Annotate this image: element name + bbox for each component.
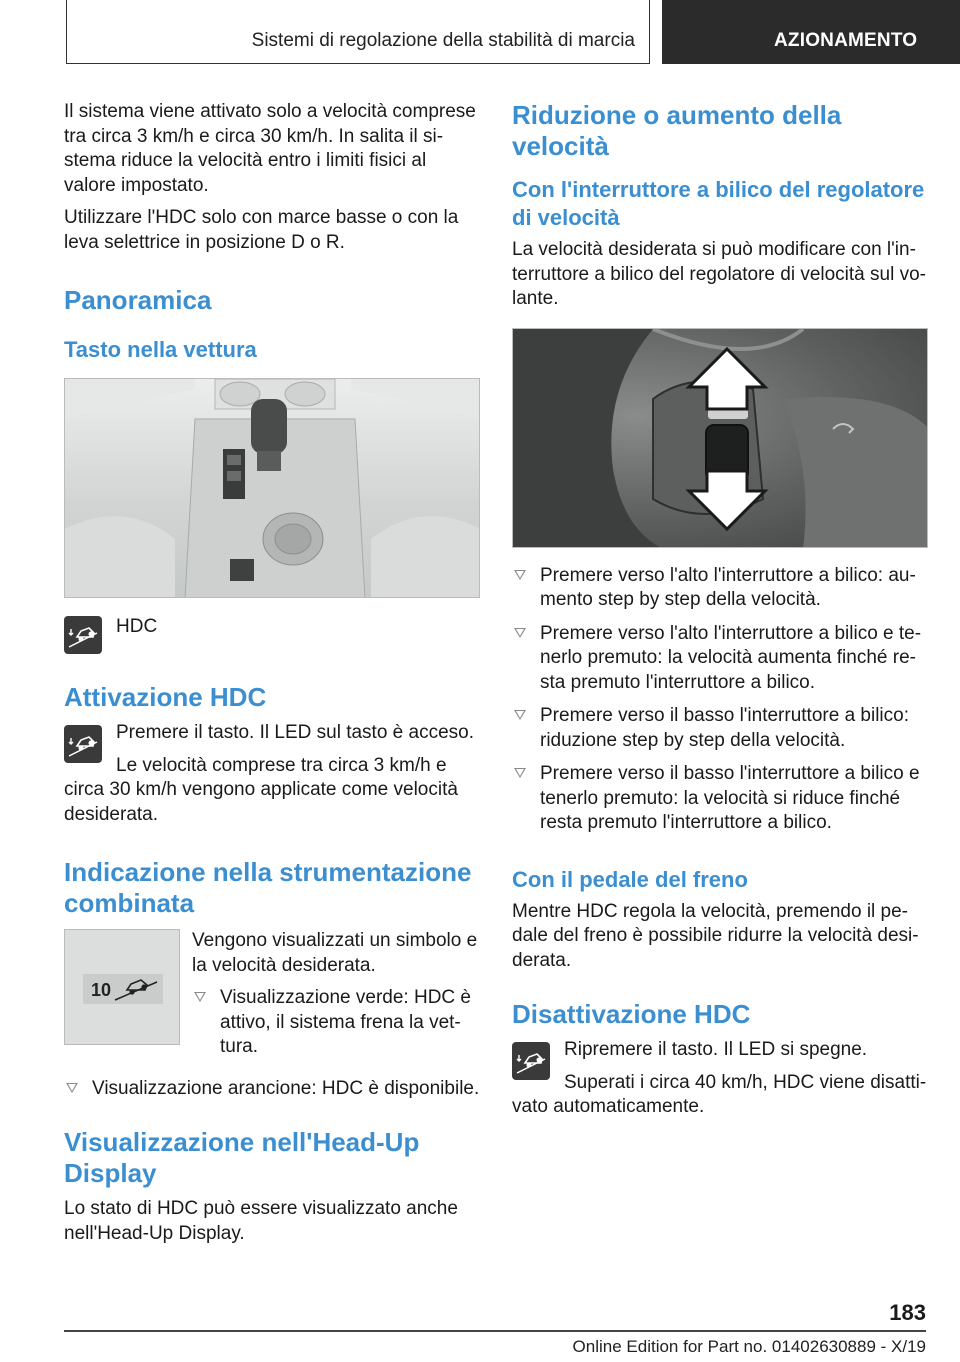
cluster-display-image	[64, 929, 180, 1045]
triangle-bullet-icon	[66, 1083, 78, 1093]
steering-wheel-illustration	[513, 329, 928, 548]
heading-interruttore: Con l'interruttore a bilico del regolatore di velocità	[512, 177, 925, 230]
center-console-illustration	[65, 379, 480, 598]
list-item	[512, 704, 930, 753]
header-section-tab	[662, 0, 960, 64]
heading-indicazione: Indicazione nella strumentazione combinata	[64, 857, 472, 918]
page-number: 183	[889, 1300, 926, 1325]
footer-edition: Online Edition for Part no. 01402630889 - X/19	[572, 1337, 926, 1356]
list-item-text: Premere verso il basso l'interruttore a bilico e tenerlo premuto: la velocità si riduce finché resta premuto l'interruttore a bilico.	[540, 763, 920, 833]
list-item-text: Premere verso l'alto l'interruttore a bilico e te-nerlo premuto: la velocità aumenta finché re-sta premuto l'interruttore a bilico.	[540, 622, 922, 693]
heading-disattivazione: Disattivazione HDC	[512, 999, 751, 1029]
heading-tasto-vettura: Tasto nella vettura	[64, 337, 257, 362]
list-item-text: Visualizzazione verde: HDC è attivo, il sistema frena la vet-tura.	[220, 987, 471, 1057]
attivazione-paragraph-1: Premere il tasto. Il LED sul tasto è acceso.	[116, 722, 474, 743]
triangle-bullet-icon	[514, 710, 526, 720]
hdc-button-icon-3	[512, 1042, 550, 1080]
indicazione-block	[64, 929, 482, 1069]
hdc-car-descent-icon	[67, 730, 99, 758]
pedale-paragraph: Mentre HDC regola la velocità, premendo il pe-dale del freno è possibile ridurre la velocità desi-derata.	[512, 900, 919, 971]
center-console-image	[64, 378, 480, 598]
heading-riduzione: Riduzione o aumento della velocità	[512, 100, 842, 161]
list-item-text: Premere verso il basso l'interruttore a bilico: riduzione step by step della velocità.	[540, 705, 909, 751]
hdc-car-descent-icon	[515, 1047, 547, 1075]
triangle-bullet-icon	[194, 992, 206, 1002]
list-item-text: Premere verso l'alto l'interruttore a bilico: au-mento step by step della velocità.	[540, 564, 916, 610]
hdc-button-icon-2	[64, 725, 102, 763]
triangle-bullet-icon	[514, 570, 526, 580]
list-item	[64, 1077, 482, 1102]
hdc-button-row	[64, 616, 482, 654]
intro-paragraph-2: Utilizzare l'HDC solo con marce basse o con la leva selettrice in posizione D o R.	[64, 207, 459, 253]
rocker-switch-list	[512, 564, 930, 836]
heading-attivazione: Attivazione HDC	[64, 682, 267, 712]
interruttore-paragraph: La velocità desiderata si può modificare con l'in-terruttore a bilico del regolatore di velocità sul vo-lante.	[512, 239, 926, 309]
triangle-bullet-icon	[514, 628, 526, 638]
indicazione-list-2	[64, 1077, 482, 1102]
header-section-label: AZIONAMENTO	[774, 30, 918, 51]
header-box	[66, 0, 650, 64]
list-item	[512, 622, 930, 696]
attivazione-paragraph-2: Le velocità comprese tra circa 3 km/h e circa 30 km/h vengono applicate come velocità desiderata.	[64, 754, 458, 825]
indicazione-paragraph: Vengono visualizzati un simbolo e la velocità desiderata.	[192, 930, 478, 976]
list-item	[512, 564, 930, 613]
list-item-text: Visualizzazione arancione: HDC è disponibile.	[92, 1077, 480, 1099]
heading-panoramica: Panoramica	[64, 285, 212, 315]
hdc-car-descent-icon	[67, 621, 99, 649]
heading-headup: Visualizzazione nell'Head-Up Display	[64, 1127, 420, 1188]
triangle-bullet-icon	[514, 768, 526, 778]
hdc-button-icon	[64, 616, 102, 654]
disattivazione-paragraph-2: Superati i circa 40 km/h, HDC viene disatti-vato automaticamente.	[512, 1071, 927, 1117]
disattivazione-block	[512, 1038, 930, 1120]
hdc-label: HDC	[116, 616, 158, 637]
footer-divider	[64, 1330, 926, 1332]
indicazione-text	[192, 929, 482, 1069]
cluster-speed-text: 10	[91, 980, 112, 1000]
attivazione-block	[64, 721, 482, 827]
heading-pedale: Con il pedale del freno	[512, 866, 748, 892]
list-item	[512, 762, 930, 836]
left-column	[64, 100, 482, 1246]
disattivazione-paragraph-1: Ripremere il tasto. Il LED si spegne.	[564, 1039, 868, 1060]
intro-paragraph-1: Il sistema viene attivato solo a velocità comprese tra circa 3 km/h e circa 30 km/h. In salita il si-stema riduce la velocità entro i limiti fisici al valore impostato.	[64, 101, 476, 196]
header-title: Sistemi di regolazione della stabilità di marcia	[251, 30, 635, 51]
indicazione-list-1	[192, 986, 482, 1060]
right-column	[512, 100, 930, 1120]
steering-wheel-image	[512, 328, 928, 548]
cluster-hdc-symbol	[65, 930, 180, 1045]
headup-paragraph: Lo stato di HDC può essere visualizzato anche nell'Head-Up Display.	[64, 1198, 458, 1244]
list-item	[192, 986, 482, 1060]
